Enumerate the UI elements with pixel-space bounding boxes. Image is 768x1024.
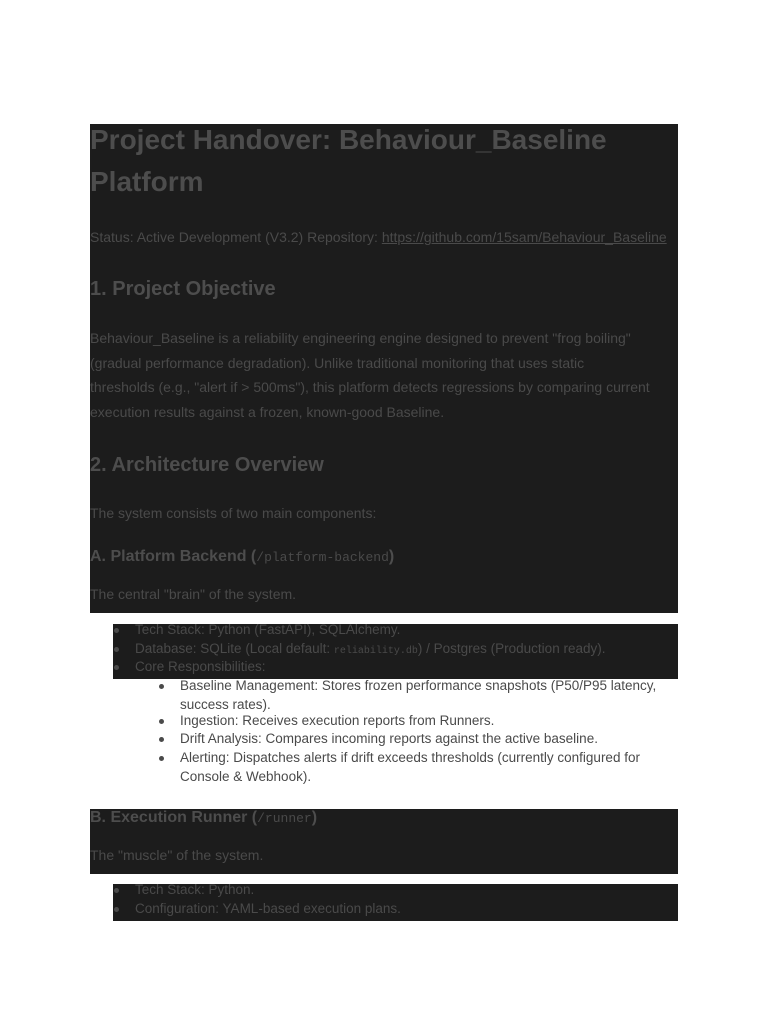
page-title bbox=[90, 119, 607, 203]
subsection-b-path-code: /runner bbox=[257, 811, 312, 826]
status-line bbox=[90, 229, 667, 245]
database-code: reliability.db bbox=[333, 646, 418, 657]
subsection-b-description: The "muscle" of the system. bbox=[90, 847, 264, 863]
bullet bbox=[114, 907, 119, 912]
database-prefix: Database: SQLite (Local default: bbox=[135, 641, 334, 656]
bullet bbox=[159, 684, 164, 689]
bullet bbox=[159, 756, 164, 761]
list-item-runner-tech-stack: Tech Stack: Python. bbox=[135, 882, 255, 897]
subsection-b-heading-prefix: B. Execution Runner ( bbox=[90, 809, 258, 826]
sub-item-ingestion: Ingestion: Receives execution reports from Runners. bbox=[180, 713, 495, 728]
sub-item-drift-analysis: Drift Analysis: Compares incoming reports against the active baseline. bbox=[180, 731, 598, 746]
sub-item-alerting: Alerting: Dispatches alerts if drift exceeds thresholds (currently configured for Console & Webhook). bbox=[180, 750, 640, 784]
repository-link[interactable]: https://github.com/15sam/Behaviour_Baseline bbox=[381, 229, 667, 245]
bullet bbox=[114, 665, 119, 670]
section-2-heading: 2. Architecture Overview bbox=[90, 454, 324, 476]
list-item-core-responsibilities: Core Responsibilities: bbox=[135, 659, 266, 674]
title-line-1: Project Handover: Behaviour_Baseline bbox=[90, 124, 607, 155]
sub-item-baseline-management: Baseline Management: Stores frozen performance snapshots (P50/P95 latency, success rates). bbox=[180, 678, 657, 712]
subsection-a-heading-prefix: A. Platform Backend ( bbox=[90, 548, 257, 565]
bullet bbox=[114, 628, 119, 633]
bullet bbox=[114, 647, 119, 652]
bullet bbox=[159, 719, 164, 724]
section-2-intro: The system consists of two main components: bbox=[90, 505, 377, 521]
subsection-b-heading-suffix: ) bbox=[311, 809, 318, 826]
list-item-tech-stack: Tech Stack: Python (FastAPI), SQLAlchemy. bbox=[135, 622, 401, 637]
status-text: Status: Active Development (V3.2) Repository: bbox=[90, 229, 382, 245]
section-1-paragraph: Behaviour_Baseline is a reliability engineering engine designed to prevent "frog boiling" (gradual performance degradation). Unlike traditional monitoring that uses static thresholds (e.g., "alert if > 500ms"), this platform detects regressions by comparing current execution results against a frozen, known-good Baseline. bbox=[90, 330, 650, 420]
subsection-a-heading-suffix: ) bbox=[388, 548, 395, 565]
database-suffix: ) / Postgres (Production ready). bbox=[417, 641, 606, 656]
subsection-a-heading bbox=[90, 548, 394, 566]
subsection-a-description: The central "brain" of the system. bbox=[90, 586, 297, 602]
list-item-runner-configuration: Configuration: YAML-based execution plans. bbox=[135, 901, 401, 916]
subsection-a-path-code: /platform-backend bbox=[256, 550, 389, 565]
title-line-2: Platform bbox=[90, 166, 204, 197]
bullet bbox=[114, 888, 119, 893]
section-1-heading: 1. Project Objective bbox=[90, 278, 276, 300]
subsection-b-heading bbox=[90, 809, 317, 827]
bullet bbox=[159, 737, 164, 742]
